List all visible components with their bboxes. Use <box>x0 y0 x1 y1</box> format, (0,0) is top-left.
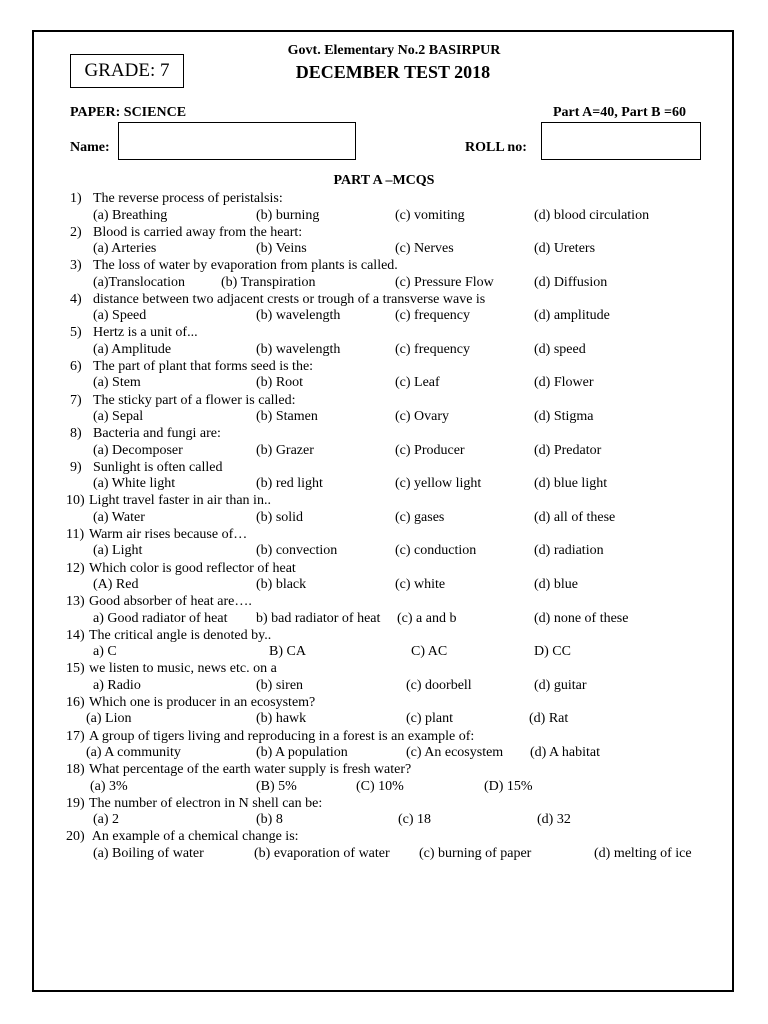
option-d: (d) melting of ice <box>594 845 692 861</box>
option-row <box>70 576 710 593</box>
marks-distribution: Part A=40, Part B =60 <box>553 105 686 120</box>
option-d: (d) all of these <box>534 509 616 525</box>
option-d: (d) Flower <box>534 375 594 391</box>
paper-subject: PAPER: SCIENCE <box>70 105 187 120</box>
option-row <box>70 408 710 425</box>
option-a: (a) Water <box>93 509 145 525</box>
option-d: (d) 32 <box>537 812 571 828</box>
option-row <box>70 374 710 391</box>
option-b: B) CA <box>269 644 306 660</box>
question-number: 7) <box>70 392 82 408</box>
option-row <box>70 307 710 324</box>
option-a: (a) Boiling of water <box>93 845 204 861</box>
option-c: (c) burning of paper <box>419 845 532 861</box>
question-text: Which color is good reflector of heat <box>89 560 296 576</box>
option-row <box>70 677 710 694</box>
question-number: 4) <box>70 291 82 307</box>
question-text: The reverse process of peristalsis: <box>93 191 283 206</box>
option-c: (c) vomiting <box>395 207 465 223</box>
option-row <box>70 811 710 828</box>
option-a: (a) Speed <box>93 308 147 324</box>
question-number: 6) <box>70 358 82 374</box>
option-row <box>70 778 710 795</box>
option-b: (B) 5% <box>256 778 297 794</box>
question-text: The critical angle is denoted by.. <box>89 627 272 643</box>
option-b: (b) 8 <box>256 812 283 828</box>
question-item <box>70 324 710 358</box>
question-number: 16) <box>66 694 85 710</box>
option-b: (b) solid <box>256 509 304 525</box>
question-text: Good absorber of heat are…. <box>89 594 252 610</box>
question-text: Bacteria and fungi are: <box>93 426 221 442</box>
name-label: Name: <box>70 140 110 155</box>
option-b: (b) Stamen <box>256 409 318 425</box>
option-d: (d) Predator <box>534 442 602 458</box>
question-number: 10) <box>66 493 85 509</box>
question-text: Light travel faster in air than in.. <box>89 493 271 509</box>
option-b: (b) black <box>256 577 307 593</box>
option-a: (a) Lion <box>86 711 132 727</box>
option-a: (a) Arteries <box>93 241 157 257</box>
question-number: 19) <box>66 795 85 811</box>
option-row <box>70 845 710 862</box>
option-row <box>70 240 710 257</box>
grade-box: GRADE: 7 <box>70 54 184 88</box>
question-number: 8) <box>70 426 82 442</box>
question-number: 14) <box>66 627 85 643</box>
option-d: (d) blood circulation <box>534 207 650 223</box>
option-d: D) CC <box>534 644 571 660</box>
option-b: (b) evaporation of water <box>254 845 390 861</box>
option-d: (d) Stigma <box>534 409 594 425</box>
question-item <box>66 761 710 795</box>
option-b: (b) hawk <box>256 711 307 727</box>
question-number: 15) <box>66 661 85 677</box>
option-d: (d) Rat <box>529 711 569 727</box>
option-a: (a) White light <box>93 476 176 492</box>
option-a: (a)Translocation <box>93 274 186 290</box>
option-c: (c) frequency <box>395 341 471 357</box>
option-b: (b) Grazer <box>256 442 314 458</box>
option-c: (c) plant <box>406 711 454 727</box>
option-c: (c) yellow light <box>395 476 482 492</box>
question-item <box>66 728 710 762</box>
question-item <box>66 492 710 526</box>
option-a: (a) 3% <box>90 778 128 794</box>
roll-label: ROLL no: <box>465 140 527 155</box>
option-row <box>70 643 710 660</box>
option-b: (b) convection <box>256 543 338 559</box>
option-c: C) AC <box>411 644 448 660</box>
option-a: a) Radio <box>93 677 141 693</box>
option-a: (a) A community <box>86 745 181 760</box>
question-item <box>66 694 710 728</box>
question-text: distance between two adjacent crests or trough of a transverse wave is <box>93 291 486 307</box>
option-c: (c) Producer <box>395 442 465 458</box>
option-d: (d) blue light <box>534 476 608 492</box>
part-title: PART A –MCQS <box>333 173 435 188</box>
option-a: a) Good radiator of heat <box>93 610 228 626</box>
question-text: The loss of water by evaporation from plants is called. <box>93 258 398 274</box>
question-number: 5) <box>70 325 82 341</box>
question-number: 1) <box>70 191 82 206</box>
option-b: (b) wavelength <box>256 341 341 357</box>
question-item <box>66 593 710 627</box>
option-c: (c) conduction <box>395 543 477 559</box>
question-item <box>70 190 710 224</box>
option-row <box>70 710 710 727</box>
option-row <box>70 207 710 224</box>
option-b: (b) red light <box>256 476 323 492</box>
option-a: (a) Sepal <box>93 409 144 425</box>
option-c: (c) a and b <box>397 610 457 626</box>
question-number: 11) <box>66 526 85 542</box>
option-a: (A) Red <box>93 577 139 593</box>
option-c: (c) doorbell <box>406 677 472 693</box>
option-c: (C) 10% <box>356 778 404 794</box>
option-d: (D) 15% <box>484 778 533 794</box>
option-a: (a) Stem <box>93 375 141 391</box>
option-c: (c) gases <box>395 509 445 525</box>
question-item <box>66 526 710 560</box>
option-b: (b) siren <box>256 677 304 693</box>
question-item <box>66 795 710 829</box>
option-b: (b) A population <box>256 745 348 760</box>
name-field[interactable] <box>118 122 356 160</box>
option-c: (c) frequency <box>395 308 471 324</box>
question-item <box>66 660 710 694</box>
option-a: (a) Breathing <box>93 207 168 223</box>
option-d: (d) radiation <box>534 543 604 559</box>
option-row <box>70 509 710 526</box>
option-b: (b) wavelength <box>256 308 341 324</box>
option-b: (b) Root <box>256 375 304 391</box>
question-number: 9) <box>70 459 82 475</box>
option-row <box>70 475 710 492</box>
option-b: (b) Veins <box>256 241 307 257</box>
option-c: (c) Leaf <box>395 375 440 391</box>
option-row <box>70 274 710 291</box>
option-b: b) bad radiator of heat <box>256 610 381 626</box>
question-number: 20) <box>66 829 85 845</box>
question-item <box>66 828 710 862</box>
question-item <box>70 224 710 258</box>
option-d: (d) guitar <box>534 677 587 693</box>
option-row <box>70 341 710 358</box>
option-c: (c) 18 <box>398 812 432 828</box>
option-a: (a) Decomposer <box>93 442 183 458</box>
roll-field[interactable] <box>541 122 701 160</box>
question-number: 17) <box>66 728 85 744</box>
question-text: The number of electron in N shell can be: <box>89 795 323 811</box>
option-a: a) C <box>93 644 117 660</box>
school-name: Govt. Elementary No.2 BASIRPUR <box>287 43 501 58</box>
question-number: 13) <box>66 594 85 610</box>
test-title: DECEMBER TEST 2018 <box>295 62 491 82</box>
question-text: Hertz is a unit of... <box>93 325 198 341</box>
question-item <box>70 358 710 392</box>
option-d: (d) speed <box>534 341 586 357</box>
question-number: 2) <box>70 224 82 240</box>
question-text: A group of tigers living and reproducing in a forest is an example of: <box>89 728 475 744</box>
option-d: (d) Diffusion <box>534 274 608 290</box>
option-b: (b) Transpiration <box>221 274 316 290</box>
question-item <box>66 627 710 661</box>
option-a: (a) Amplitude <box>93 341 172 357</box>
question-number: 3) <box>70 258 82 274</box>
question-text: An example of a chemical change is: <box>89 829 299 845</box>
question-number: 18) <box>66 762 85 778</box>
question-item <box>66 560 710 594</box>
question-number: 12) <box>66 560 85 576</box>
option-row <box>70 542 710 559</box>
option-row <box>70 610 710 627</box>
option-d: (d) Ureters <box>534 241 596 257</box>
option-c: (c) white <box>395 577 446 593</box>
option-c: (c) Pressure Flow <box>395 274 494 290</box>
option-d: (d) amplitude <box>534 308 610 324</box>
question-item <box>70 425 710 459</box>
question-text: Blood is carried away from the heart: <box>93 224 303 240</box>
option-b: (b) burning <box>256 207 320 223</box>
question-text: we listen to music, news etc. on a <box>89 661 277 677</box>
question-item <box>70 392 710 426</box>
question-item <box>70 291 710 325</box>
option-d: (d) none of these <box>534 610 629 626</box>
question-text: The part of plant that forms seed is the: <box>93 358 314 374</box>
question-text: Which one is producer in an ecosystem? <box>89 694 316 710</box>
question-text: Warm air rises because of… <box>89 526 248 542</box>
question-text: Sunlight is often called <box>93 459 223 475</box>
question-list <box>66 190 710 862</box>
option-a: (a) Light <box>93 543 143 559</box>
option-c: (c) Nerves <box>395 241 454 257</box>
option-row <box>70 442 710 459</box>
option-a: (a) 2 <box>93 812 120 828</box>
option-c: (c) An ecosystem <box>406 745 504 760</box>
option-c: (c) Ovary <box>395 409 450 425</box>
question-item <box>70 257 710 291</box>
option-d: (d) A habitat <box>530 745 600 760</box>
question-text: What percentage of the earth water supply is fresh water? <box>89 762 412 778</box>
option-d: (d) blue <box>534 577 578 593</box>
option-row <box>70 744 710 761</box>
question-text: The sticky part of a flower is called: <box>93 392 296 408</box>
question-item <box>70 459 710 493</box>
